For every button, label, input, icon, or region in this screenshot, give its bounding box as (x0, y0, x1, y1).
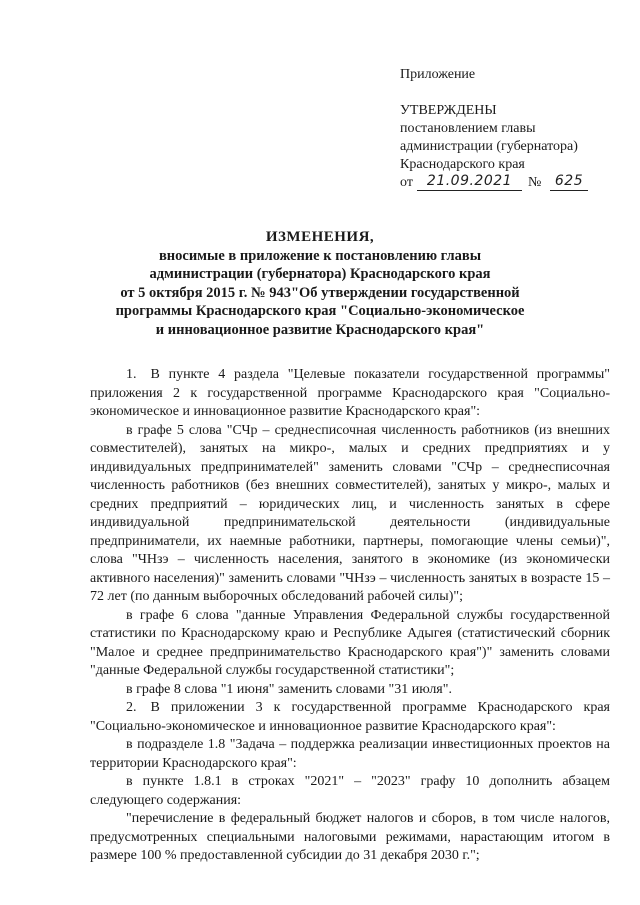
paragraph: в пункте 1.8.1 в строках "2021" – "2023" графу 10 дополнить абзацем следующего содержания: (90, 774, 610, 808)
paragraph: в графе 6 слова "данные Управления Федеральной службы государственной статистики по Краснодарскому краю и Республике Адыгея (статистический сборник "Малое и среднее предпринимательство Краснодарского края")" заменить словами "данные Федеральной службы государственной статистики"; (90, 607, 610, 678)
paragraph: 1. В пункте 4 раздела "Целевые показатели государственной программы" приложения 2 к государственной программе Краснодарского края "Социально-экономическое и инновационное развитие Краснодарского края": (90, 367, 610, 419)
title-line: администрации (губернатора) Краснодарского края (149, 266, 491, 282)
paragraph: в графе 8 слова "1 июня" заменить словами "31 июля". (126, 681, 452, 697)
approval-line-2: администрации (губернатора) (400, 139, 578, 154)
number-sign: № (528, 175, 542, 190)
approval-line-3: Краснодарского края (400, 157, 525, 172)
approval-line-1: постановлением главы (400, 121, 536, 136)
document-title (60, 228, 580, 339)
paragraph: в подразделе 1.8 "Задача – поддержка реализации инвестиционных проектов на территории Краснодарского края": (90, 737, 610, 771)
handwritten-number: 625 (550, 172, 588, 191)
paragraph: "перечисление в федеральный бюджет налогов и сборов, в том числе налогов, предусмотренных специальными налоговыми режимами, нарастающим итогом в размере 100 % предоставленной субсидии до 31 декабря 2030 г."; (90, 811, 610, 863)
title-main: ИЗМЕНЕНИЯ, (265, 229, 375, 245)
date-number-line (400, 173, 584, 194)
title-line: от 5 октября 2015 г. № 943"Об утверждении государственной (120, 284, 520, 301)
annex-label: Приложение (400, 67, 476, 82)
title-line: вносимые в приложение к постановлению главы (158, 247, 482, 264)
document-body (90, 366, 610, 866)
approved-heading: УТВЕРЖДЕНЫ (400, 103, 497, 118)
approval-block (400, 66, 584, 194)
title-line: и инновационное развитие Краснодарского края" (155, 321, 485, 338)
paragraph: 2. В приложении 3 к государственной программе Краснодарского края "Социально-экономическое и инновационное развитие Краснодарского края": (90, 700, 610, 734)
title-line: программы Краснодарского края "Социально-экономическое (115, 303, 525, 319)
handwritten-date: 21.09.2021 (417, 172, 522, 191)
paragraph: в графе 5 слова "СЧр – среднесписочная численность работников (из внешних совместителей), занятых на микро-, малых и средних предприятиях и у индивидуальных предпринимателей" заменить словами "СЧр – среднесписочная численность работников (без внешних совместителей), занятых у микро-, малых и средних предприятий – юридических лиц, и численность занятых в сфере индивидуальной предпринимательской деятельности (индивидуальные предприниматели, их наемные работники, партнеры, помогающие члены семьи)", слова "ЧНзэ – численность населения, занятого в экономике (из экономически активного населения)" заменить словами "ЧНзэ – численность занятых в возрасте 15 – 72 лет (по данным выборочных обследований рабочей силы)"; (90, 422, 610, 604)
date-prefix: от (400, 175, 413, 190)
